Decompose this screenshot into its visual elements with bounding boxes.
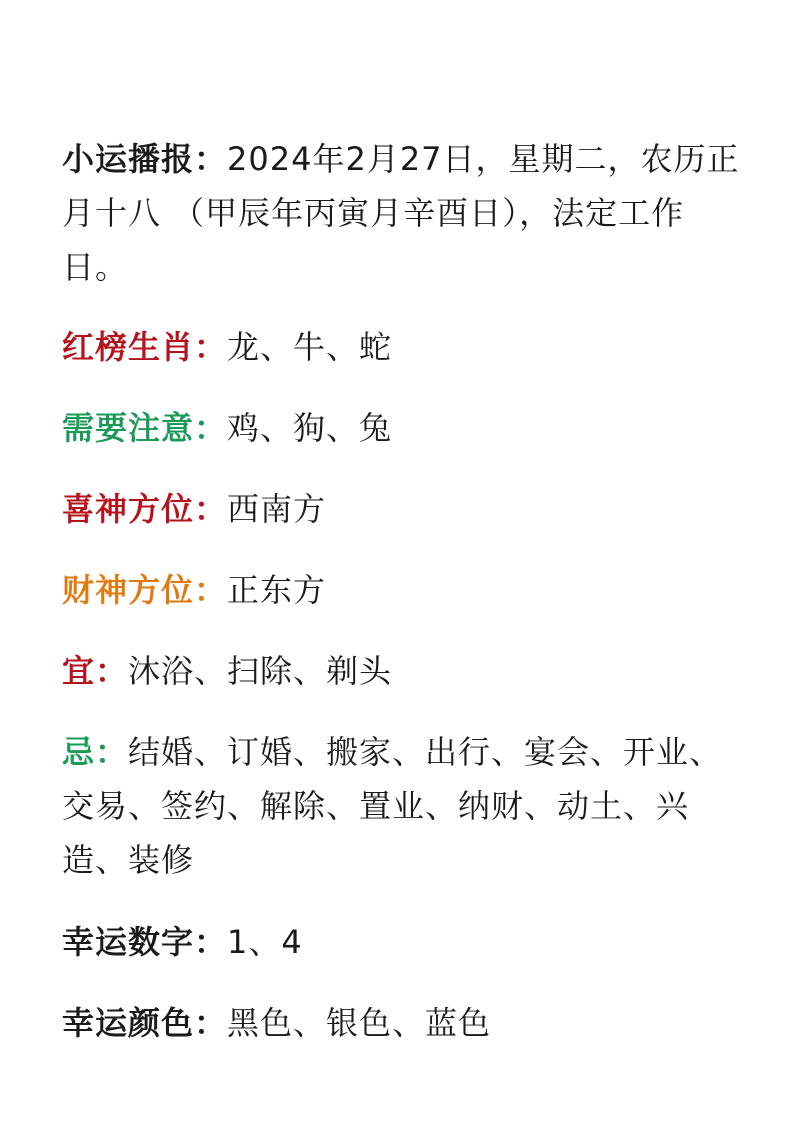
red-zodiac-label: 红榜生肖： [62,328,228,366]
attention-value: 鸡、狗、兔 [227,409,393,447]
lucky-number-label: 幸运数字： [62,923,228,961]
avoid-value: 结婚、订婚、搬家、出行、宴会、开业、交易、签约、解除、置业、纳财、动土、兴造、装修 [62,733,723,879]
avoid-row [62,725,742,887]
attention-label: 需要注意： [62,409,228,447]
caishen-direction-value: 正东方 [227,571,327,609]
suitable-label: 宜： [62,652,129,690]
daily-report-value: 2024年2月27日，星期二，农历正月十八 （甲辰年丙寅月辛酉日），法定工作日。 [62,140,740,286]
caishen-direction-row [62,563,742,617]
red-zodiac-row [62,320,742,374]
suitable-value: 沐浴、扫除、剃头 [128,652,393,690]
lucky-color-label: 幸运颜色： [62,1004,228,1042]
lucky-color-value: 黑色、银色、蓝色 [227,1004,492,1042]
daily-report-label: 小运播报： [62,140,228,178]
caishen-direction-label: 财神方位： [62,571,228,609]
attention-row [62,401,742,455]
daily-report [62,132,742,294]
xishen-direction-row [62,482,742,536]
lucky-color-row [62,996,742,1050]
xishen-direction-label: 喜神方位： [62,490,228,528]
lucky-number-row [62,915,742,969]
red-zodiac-value: 龙、牛、蛇 [227,328,393,366]
suitable-row [62,644,742,698]
lucky-number-value: 1、4 [227,923,303,961]
avoid-label: 忌： [62,733,129,771]
xishen-direction-value: 西南方 [227,490,327,528]
